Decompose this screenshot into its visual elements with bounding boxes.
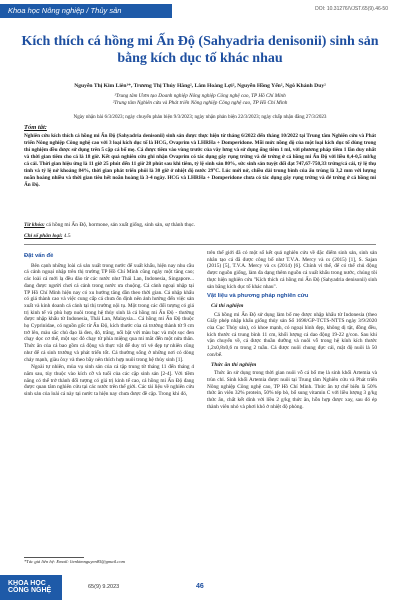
right-column xyxy=(207,250,377,411)
affiliations xyxy=(20,93,380,107)
intro-heading: Đặt vấn đề xyxy=(24,253,54,259)
section-label: Khoa học Nông nghiệp / Thủy sản xyxy=(0,4,172,18)
classification xyxy=(24,233,376,240)
affiliation-2: ²Trung tâm Nghiên cứu và Phát triển Nông nghiệp Công nghệ cao, TP Hồ Chí Minh xyxy=(112,100,288,106)
subheading-fish: Cá thí nghiệm xyxy=(211,302,244,309)
brand-logo: KHOA HỌC CÔNG NGHỆ xyxy=(0,575,62,600)
keywords-text: cá hồng mi Ấn Độ, hormone, sản xuất giống, sinh sản, sự thành thục. xyxy=(46,222,196,228)
keywords xyxy=(24,222,376,229)
issue-number: 65(9) 9.2023 xyxy=(88,584,120,590)
article-dates: Ngày nhận bài 6/3/2023; ngày chuyển phản biện 9/3/2023; ngày nhận phản biện 22/3/2023; ngày chấp nhận đăng 27/3/2023 xyxy=(73,114,327,120)
right-paragraph-3: Thức ăn sử dụng trong thời gian nuôi vỗ cá bố mẹ là sinh khối Artemia và trùn chỉ. Sinh khối Artemia được nuôi tại Trung tâm Nghiên cứu và Phát triển Nông nghiệp Công nghệ cao, TP Hồ Chí Minh. Thức ăn tự chế biến là 50% thức ăn viên 32% protein, 50% tép bò, bổ sung vitamin C với liều lượng 3 g/kg thức ăn, chất kết dính với liều 2 g/kg thức ăn, hỗn hợp được xay, sau đó ép thành viên nhỏ và phơi khô ở nhiệt độ phòng. xyxy=(207,370,377,410)
affiliation-1: ¹Trung tâm Ươm tạo Doanh nghiệp Nông nghiệp Công nghệ cao, TP Hồ Chí Minh xyxy=(114,93,286,99)
right-paragraph-2: Cá hồng mi Ấn Độ sử dụng làm bố mẹ được nhập khẩu từ Indonesia (theo Giấy phép nhập khẩu giống thủy sản Số 1698/GP-TCTS-NTTS ngày 3/9/2020 của Cục Thủy sản), có khoe mạnh, có ngoại hình đẹp, không dị tật, đồng đều, kích thước cá trung bình 11 cm, khối lượng cá dao động 19-22 g/con. Sau khi vận chuyển về, cá được thuần dưỡng và nuôi vỗ trong hệ kính kích thước 1,2x0,8x0,6 m trong 2 tuần. Cá được nuôi chung đực cái, mật độ nuôi là 50 con/bể. xyxy=(207,311,377,358)
header-bar xyxy=(0,0,400,22)
methods-heading: Vật liệu và phương pháp nghiên cứu xyxy=(207,293,309,300)
authors: Nguyễn Thị Kim Liên¹*, Trương Thị Thúy Hằng², Lâm Hoàng Lợi², Nguyễn Hồng Yến², Ngô Khánh Duy² xyxy=(74,83,326,89)
classification-label: Chỉ số phân loại: xyxy=(24,233,63,239)
footnote: *Tác giả liên hệ: Email: lienkimnguyen85@gmail.com xyxy=(24,559,125,564)
subheading-feed: Thức ăn thí nghiệm xyxy=(211,361,257,368)
footnote-rule xyxy=(24,557,84,558)
right-paragraph-1: trên thế giới đã có một số kết quả nghiên cứu về đặc điểm sinh sản, sinh sản nhân tạo cá đã được công bố như T.V.A. Mercy và cs (2015) [1], S. Sajan (2015) [5], T.V.A. Mercy và cs (2014) [6]. Chính vì thế, để có thể chủ động được nguồn giống, làm đa dạng thêm nguồn cá xuất khẩu trong nước, chúng tôi thực hiện nghiên cứu "Kích thích cá hồng mi Ấn Độ (Sahyadria denisonii) sinh sản bằng kích dục tố khác nhau". xyxy=(207,250,377,290)
intro-paragraph-1: Bên cạnh những loài cá sản xuất trong nước để xuất khẩu, hiện nay nhu cầu cá cảnh ngoại nhập trên thị trường TP Hồ Chí Minh cũng ngày một tăng cao; các loài cá mới lạ đều đáo từ các nước như Thái Lan, Indonesia, Singapore... đang được người chơi cá cảnh trong nước ưa chuộng. Cá cảnh ngoại nhập tại TP Hồ Chí Minh hiện nay có xu hướng tăng dần theo thời gian. Cá nhập khẩu có giá thành cao và việc cung cấp cá chưa ổn định nên ảnh hưởng đến việc sản xuất và kinh doanh cá cảnh tại thị trường nội tụ. Một trong các đối tượng có giá trị kinh tế và phù hợp nuôi trong hệ thủy sinh là cá hồng mi Ấn Độ - thường được nhập khẩu từ Indonesia, Thái Lan, Malaysia... Cá hồng mi Ấn Độ thuộc họ Cyprinidae, có nguồn gốc từ Ấn Độ, kích thước của cá trưởng thành từ 9 cm trở lên, màu sắc chủ đạo là đen, đỏ, trắng, nổi bật với màu bạc và một sọc đen chạy dọc cơ thể, một sọc đỏ chạy từ phía miệng qua mi mắt đến một nửa thân. Thức ăn của cá bao gồm cá động và thực vật để duy trì vẻ đẹp tự nhiên cũng như để cá sinh trưởng và phát triển tốt. Cá thường sống ở những nơi có dòng chảy mạnh, giàu ôxy và theo bầy nên thích hợp nuôi trong hệ thủy sinh [1]. xyxy=(24,262,194,363)
left-column xyxy=(24,250,194,399)
footer xyxy=(0,575,400,600)
doi[interactable]: DOI: 10.31276/VJST.65(9).46-50 xyxy=(315,6,388,12)
classification-value: 4.5 xyxy=(63,233,71,239)
article-title: Kích thích cá hồng mi Ấn Độ (Sahyadria denisonii) sinh sản bằng kích dục tố khác nhau xyxy=(21,34,379,66)
abstract-heading: Tóm tắt: xyxy=(24,124,47,131)
intro-paragraph-2: Ngoài tự nhiên, mùa vụ sinh sản của cá tập trung từ tháng 11 đến tháng 4 năm sau, tùy thuộc vào kích cỡ và tuổi của các cặp sinh sản [2-4]. Với tiềm năng có thể trở thành đối tượng có giá trị kinh tế cao, cá hồng mi Ấn Độ đang được quan tâm nghiên cứu tại các nước trên thế giới. Các tài liệu về nghiên cứu sinh sản của loài cá này tại nước ta hiện nay chưa được đề cập. Trong khi đó, xyxy=(24,364,194,398)
keywords-label: Từ khóa: xyxy=(24,222,45,228)
abstract: Nghiên cứu kích thích cá hồng mi Ấn Độ (Sahyadria denisonii) sinh sản được thực hiện từ tháng 6/2022 đến tháng 10/2022 tại Trung tâm Nghiên cứu và Phát triển Nông nghiệp Công nghệ cao với 3 loại kích dục tố là HCG, Ovaprim và LHRHa + Domperidone. Mỗi mức nồng độ của một loại kích dục tố dùng trong thí nghiệm đều được sử dụng trên 5 cặp cá bố mẹ. Cá được tiêm vào vùng trước của vây lưng và sử dụng ống tiêm 1 ml, với phương pháp tiêm 1 lần duy nhất và thời gian tiêm cho cá là 18 giờ. Kết quả nghiên cứu ghi nhận Ovaprim có tác dụng gây rụng trứng và đẻ trứng ở cá hồng mi Ấn Độ với liều 0,4-0,5 ml/kg cá cái. Thời gian hiệu ứng là 11 giờ 25 phút đến 11 giờ 28 phút sau khi tiêm, tỷ lệ sinh sản 80%, sức sinh sản tuyệt đối đạt 747,67-750,33 trứng/cá cái, tỷ lệ thụ tinh và tỷ lệ nở khoảng 84%, thời gian phát triển phôi là 30 giờ ở nhiệt độ nước 29°C. Lúc mới nở, chiều dài trung bình của ấu trùng là 3,2 mm với lượng noãn hoàng nhiều và thời gian tiêu hết noãn hoàng là 3-4 ngày. HCG và LHRHa + Domperidone chưa có tác dụng gây rụng trứng và đẻ trứng ở cá hồng mi Ấn Độ. xyxy=(24,133,376,188)
page-number: 46 xyxy=(196,583,204,590)
divider xyxy=(24,244,376,245)
